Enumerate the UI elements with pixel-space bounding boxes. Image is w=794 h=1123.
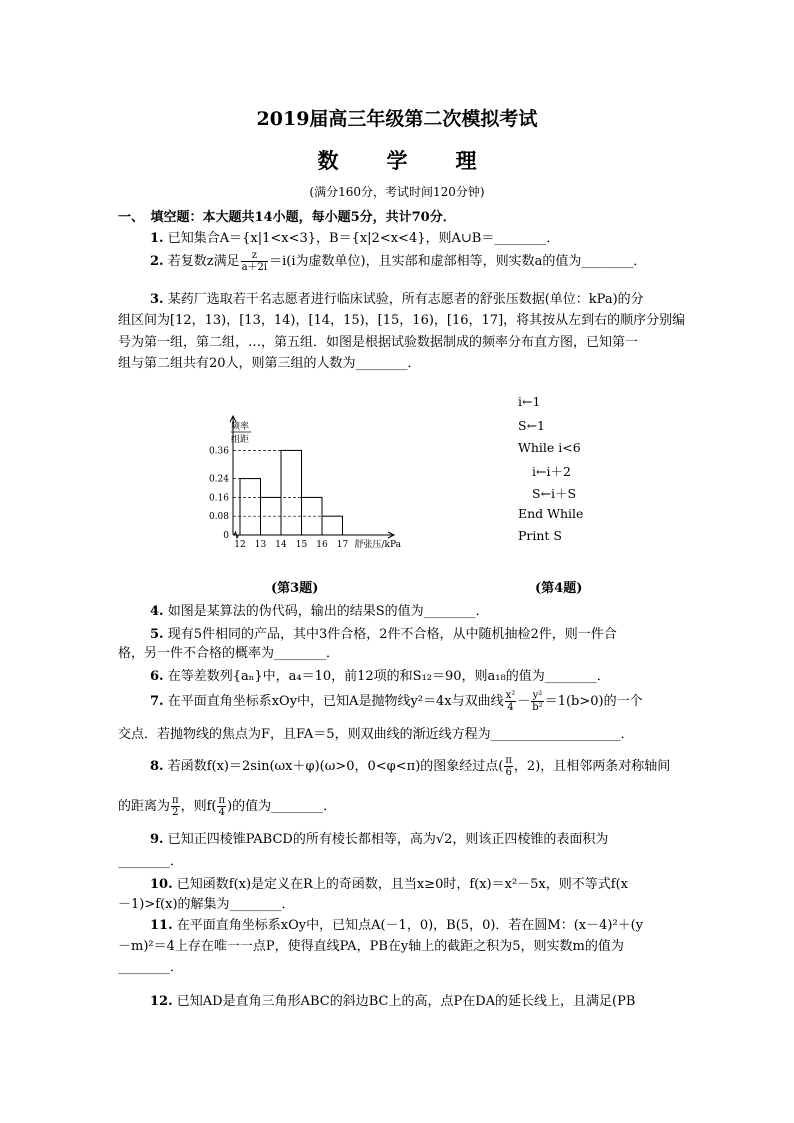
question-number: 5. — [150, 627, 164, 642]
subject-char-3: 理 — [455, 148, 477, 173]
x-tick-label: 12 — [234, 540, 246, 550]
fraction-denominator: 6 — [505, 767, 512, 778]
subject-char-2: 学 — [386, 148, 408, 173]
fraction — [241, 250, 269, 273]
y-label-bottom: 组距 — [231, 435, 250, 445]
section-heading: 一、 填空题：本大题共14小题，每小题5分，共计70分． — [118, 210, 456, 225]
pseudocode-line: i←1 — [518, 394, 541, 409]
y-label-top: 频率 — [231, 422, 250, 432]
question-7 — [150, 690, 643, 713]
question-5-line-2: 格，另一件不合格的概率为________． — [118, 646, 340, 661]
question-text: ，2)，且相邻两条对称轴间 — [513, 759, 671, 774]
x-tick-label: 14 — [275, 540, 287, 550]
question-text: 已知集合A＝{x|1<x<3}，B＝{x|2<x<4}，则A∪B＝________． — [167, 231, 560, 246]
x-tick-label: 16 — [316, 540, 328, 550]
question-number: 3. — [150, 292, 164, 307]
question-3-line-3: 号为第一组，第二组，…，第五组．如图是根据试验数据制成的频率分布直方图，已知第一 — [118, 335, 639, 350]
pseudocode-line: S←1 — [518, 418, 545, 433]
fraction-numerator: π — [218, 795, 226, 806]
question-11-line-2: －m)²＝4上存在唯一一点P，使得直线PA，PB在y轴上的截距之积为5，则实数m的值为 — [118, 939, 624, 954]
fraction-numerator: π — [172, 795, 179, 806]
histogram-bar — [281, 450, 302, 535]
fraction-numerator: x² — [505, 690, 516, 701]
question-text: 若函数f(x)＝2sin(ωx＋φ)(ω>0，0<φ<π)的图象经过点( — [167, 759, 504, 774]
fraction-denominator: 2 — [172, 807, 179, 818]
question-text: 在等差数列{aₙ}中，a₄＝10，前12项的和S₁₂＝90，则a₁₈的值为________． — [167, 669, 610, 684]
histogram-bar — [322, 516, 343, 535]
pseudocode-line: S←i＋S — [532, 486, 577, 501]
question-text: 某药厂选取若干名志愿者进行临床试验，所有志愿者的舒张压数据(单位：kPa)的分 — [167, 292, 644, 307]
question-3-line-2: 组区间为[12，13)，[13，14)，[14，15)，[15，16)，[16，17]，将其按从左到右的顺序分别编 — [118, 313, 686, 328]
question-number: 9. — [150, 832, 164, 847]
subject-title — [0, 145, 794, 175]
fraction-denominator: 4 — [507, 702, 514, 713]
question-text: 已知AD是直角三角形ABC的斜边BC上的高，点P在DA的延长线上，且满足(PB — [176, 994, 636, 1009]
question-2 — [150, 250, 646, 273]
exam-note: (满分160分，考试时间120分钟) — [309, 185, 485, 199]
pseudocode-line: End While — [518, 506, 584, 521]
x-tick-label: 13 — [254, 540, 267, 550]
question-text: )的值为________． — [227, 799, 337, 814]
x-axis-label: 舒张压/kPa — [354, 540, 402, 550]
fraction-numerator: π — [505, 755, 512, 766]
question-3-line-1 — [150, 288, 644, 307]
y-tick-label: 0.36 — [208, 446, 229, 457]
question-number: 2. — [150, 254, 164, 269]
subject-char-1: 数 — [317, 148, 339, 173]
question-3-line-4: 组与第二组共有20人，则第三组的人数为________． — [118, 356, 421, 371]
question-text: 的距离为 — [118, 799, 171, 814]
question-number: 8. — [150, 759, 164, 774]
question-1 — [150, 227, 559, 246]
question-text: 现有5件相同的产品，其中3件合格，2件不合格，从中随机抽检2件，则一件合 — [167, 627, 617, 642]
fraction-denominator: a＋2i — [241, 262, 268, 273]
question-text: － — [517, 694, 531, 709]
pseudocode-line: While i<6 — [518, 440, 581, 455]
question-text: 在平面直角坐标系xOy中，已知点A(－1，0)，B(5，0)．若在圆M：(x－4)²＋(y — [176, 918, 644, 933]
fraction-numerator: z — [241, 250, 269, 262]
fraction — [504, 755, 513, 778]
question-5 — [150, 623, 617, 642]
x-tick-label: 15 — [295, 540, 308, 550]
histogram-chart — [200, 415, 430, 555]
question-number: 12. — [150, 994, 173, 1009]
pseudocode-line: Print S — [518, 528, 562, 543]
fraction — [217, 795, 226, 818]
fraction-numerator: y² — [532, 690, 543, 701]
y-tick-label: 0.08 — [208, 512, 229, 523]
y-tick-label: 0 — [223, 531, 229, 541]
question-8 — [150, 755, 670, 778]
question-text: 已知正四棱锥PABCD的所有棱长都相等，高为√2，则该正四棱锥的表面积为 — [167, 832, 609, 847]
question-text: 已知函数f(x)是定义在R上的奇函数，且当x≥0时，f(x)＝x²－5x，则不等式f(x — [176, 877, 628, 892]
question-number: 11. — [150, 918, 173, 933]
question-9-line-2: ________． — [118, 854, 184, 869]
question-number: 1. — [150, 231, 164, 246]
x-tick-label: 17 — [336, 540, 349, 550]
exam-title: 2019届高三年级第二次模拟考试 — [256, 108, 538, 130]
figure-3-caption: (第3题) — [271, 581, 319, 596]
pseudocode-line: i←i＋2 — [532, 464, 571, 479]
question-text: 在平面直角坐标系xOy中，已知A是抛物线y²＝4x与双曲线 — [167, 694, 504, 709]
question-4 — [150, 600, 489, 619]
fraction — [531, 690, 543, 713]
fraction — [505, 690, 517, 713]
question-12 — [150, 990, 635, 1009]
question-10 — [150, 873, 628, 892]
fraction — [171, 795, 180, 818]
fraction-denominator: b² — [532, 702, 543, 713]
question-number: 4. — [150, 604, 164, 619]
question-9 — [150, 828, 608, 847]
question-10-line-2: －1)>f(x)的解集为________． — [118, 897, 295, 912]
y-tick-label: 0.24 — [208, 474, 229, 485]
question-6 — [150, 665, 610, 684]
question-11-line-3: ________． — [118, 960, 184, 975]
question-text: 如图是某算法的伪代码，输出的结果S的值为________． — [167, 604, 489, 619]
figure-4-caption: (第4题) — [535, 581, 583, 596]
question-number: 10. — [150, 877, 173, 892]
question-11 — [150, 914, 643, 933]
y-tick-label: 0.16 — [208, 493, 229, 504]
question-text: 若复数z满足 — [167, 254, 240, 269]
question-text: ＝i(i为虚数单位)，且实部和虚部相等，则实数a的值为________． — [269, 254, 647, 269]
question-number: 7. — [150, 694, 164, 709]
question-text: ＝1(b>0)的一个 — [544, 694, 643, 709]
histogram-bar — [240, 479, 261, 535]
question-8-line-2 — [118, 795, 336, 818]
question-text: ，则f( — [180, 799, 217, 814]
question-7-line-2: 交点．若抛物线的焦点为F，且FA＝5，则双曲线的渐近线方程为____________________． — [118, 727, 634, 742]
fraction-denominator: 4 — [218, 807, 225, 818]
question-number: 6. — [150, 669, 164, 684]
